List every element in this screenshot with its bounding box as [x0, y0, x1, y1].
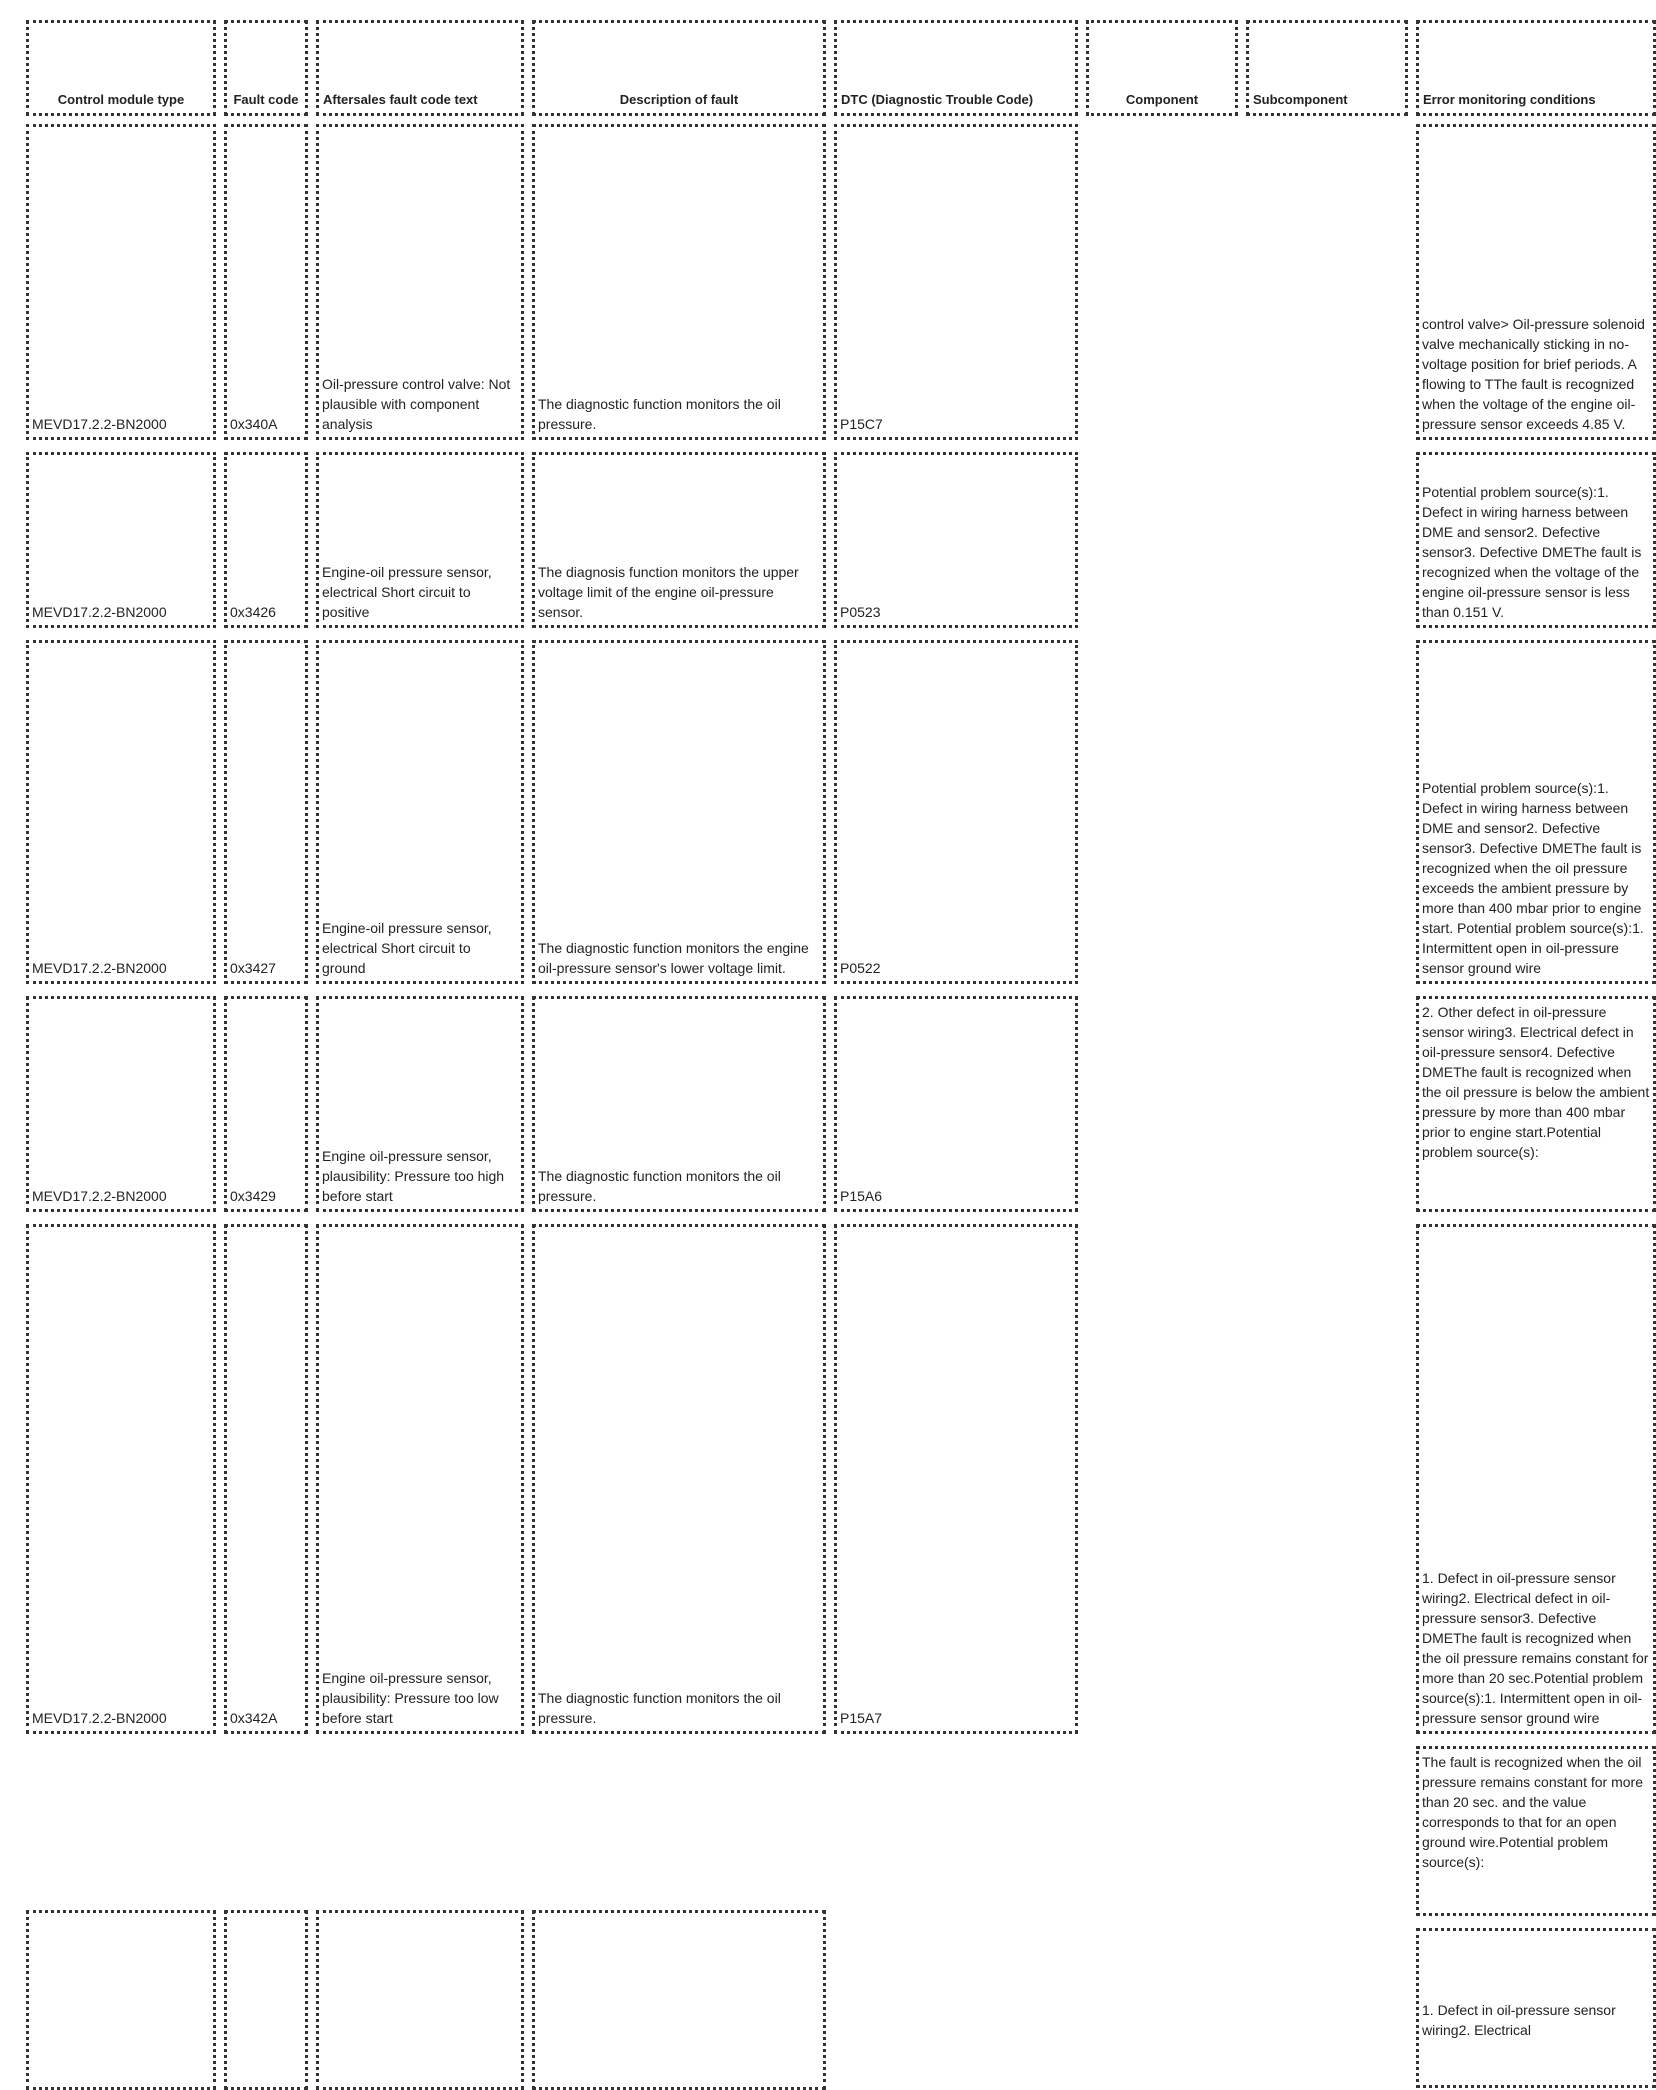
header-subcomponent: Subcomponent — [1246, 20, 1408, 116]
table-cell-dtc: P0522 — [834, 640, 1078, 984]
table-cell-text: Engine oil-pressure sensor, plausibility: Pressure too low before start — [316, 1224, 524, 1734]
table-cell-module: MEVD17.2.2-BN2000 — [26, 640, 216, 984]
table-cell-description — [532, 1910, 826, 2090]
table-cell-text — [316, 1910, 524, 2090]
table-cell-module: MEVD17.2.2-BN2000 — [26, 124, 216, 440]
table-cell-code: 0x342A — [224, 1224, 308, 1734]
table-cell-conditions: control valve> Oil-pressure solenoid valve mechanically sticking in no-voltage position for brief periods. A flowing to TThe fault is recognized when the voltage of the engine oil-pressure sensor exceeds 4.85 V. — [1416, 124, 1656, 440]
table-cell-text: Engine-oil pressure sensor, electrical Short circuit to positive — [316, 452, 524, 628]
table-cell-code: 0x3426 — [224, 452, 308, 628]
table-cell-conditions-extra: The fault is recognized when the oil pressure remains constant for more than 20 sec. and the value corresponds to that for an open ground wire.Potential problem source(s): — [1416, 1746, 1656, 1916]
table-cell-text: Engine oil-pressure sensor, plausibility: Pressure too high before start — [316, 996, 524, 1212]
table-cell-code: 0x3429 — [224, 996, 308, 1212]
table-cell-module: MEVD17.2.2-BN2000 — [26, 1224, 216, 1734]
table-cell-text: Engine-oil pressure sensor, electrical Short circuit to ground — [316, 640, 524, 984]
table-cell-description: The diagnostic function monitors the oil pressure. — [532, 124, 826, 440]
table-cell-code: 0x3427 — [224, 640, 308, 984]
table-cell-dtc: P15A7 — [834, 1224, 1078, 1734]
table-cell-module: MEVD17.2.2-BN2000 — [26, 996, 216, 1212]
table-cell-description: The diagnostic function monitors the oil pressure. — [532, 996, 826, 1212]
table-cell-description: The diagnosis function monitors the upper voltage limit of the engine oil-pressure sensor. — [532, 452, 826, 628]
header-control-module-type: Control module type — [26, 20, 216, 116]
table-cell-description: The diagnostic function monitors the engine oil-pressure sensor's lower voltage limit. — [532, 640, 826, 984]
table-cell-module — [26, 1910, 216, 2090]
table-cell-conditions: 2. Other defect in oil-pressure sensor wiring3. Electrical defect in oil-pressure sensor4. Defective DMEThe fault is recognized when the oil pressure is below the ambient pressure by more than 400 mbar prior to engine start.Potential problem source(s): — [1416, 996, 1656, 1212]
table-cell-conditions: 1. Defect in oil-pressure sensor wiring2. Electrical — [1416, 1928, 1656, 2088]
table-cell-code: 0x340A — [224, 124, 308, 440]
table-cell-module: MEVD17.2.2-BN2000 — [26, 452, 216, 628]
header-aftersales-text: Aftersales fault code text — [316, 20, 524, 116]
table-cell-dtc: P15C7 — [834, 124, 1078, 440]
table-cell-text: Oil-pressure control valve: Not plausible with component analysis — [316, 124, 524, 440]
table-cell-dtc: P15A6 — [834, 996, 1078, 1212]
header-component: Component — [1086, 20, 1238, 116]
table-cell-conditions: Potential problem source(s):1. Defect in wiring harness between DME and sensor2. Defective sensor3. Defective DMEThe fault is recognized when the voltage of the engine oil-pressure sensor is less than 0.151 V. — [1416, 452, 1656, 628]
header-description: Description of fault — [532, 20, 826, 116]
header-dtc: DTC (Diagnostic Trouble Code) — [834, 20, 1078, 116]
table-cell-code — [224, 1910, 308, 2090]
table-cell-conditions: Potential problem source(s):1. Defect in wiring harness between DME and sensor2. Defective sensor3. Defective DMEThe fault is recognized when the oil pressure exceeds the ambient pressure by more than 400 mbar prior to engine start. Potential problem source(s):1. Intermittent open in oil-pressure sensor ground wire — [1416, 640, 1656, 984]
header-error-monitoring: Error monitoring conditions — [1416, 20, 1656, 116]
table-cell-conditions: 1. Defect in oil-pressure sensor wiring2. Electrical defect in oil-pressure sensor3. Defective DMEThe fault is recognized when the oil pressure remains constant for more than 20 sec.Potential problem source(s):1. Intermittent open in oil-pressure sensor ground wire — [1416, 1224, 1656, 1734]
table-cell-description: The diagnostic function monitors the oil pressure. — [532, 1224, 826, 1734]
header-fault-code: Fault code — [224, 20, 308, 116]
table-cell-dtc: P0523 — [834, 452, 1078, 628]
